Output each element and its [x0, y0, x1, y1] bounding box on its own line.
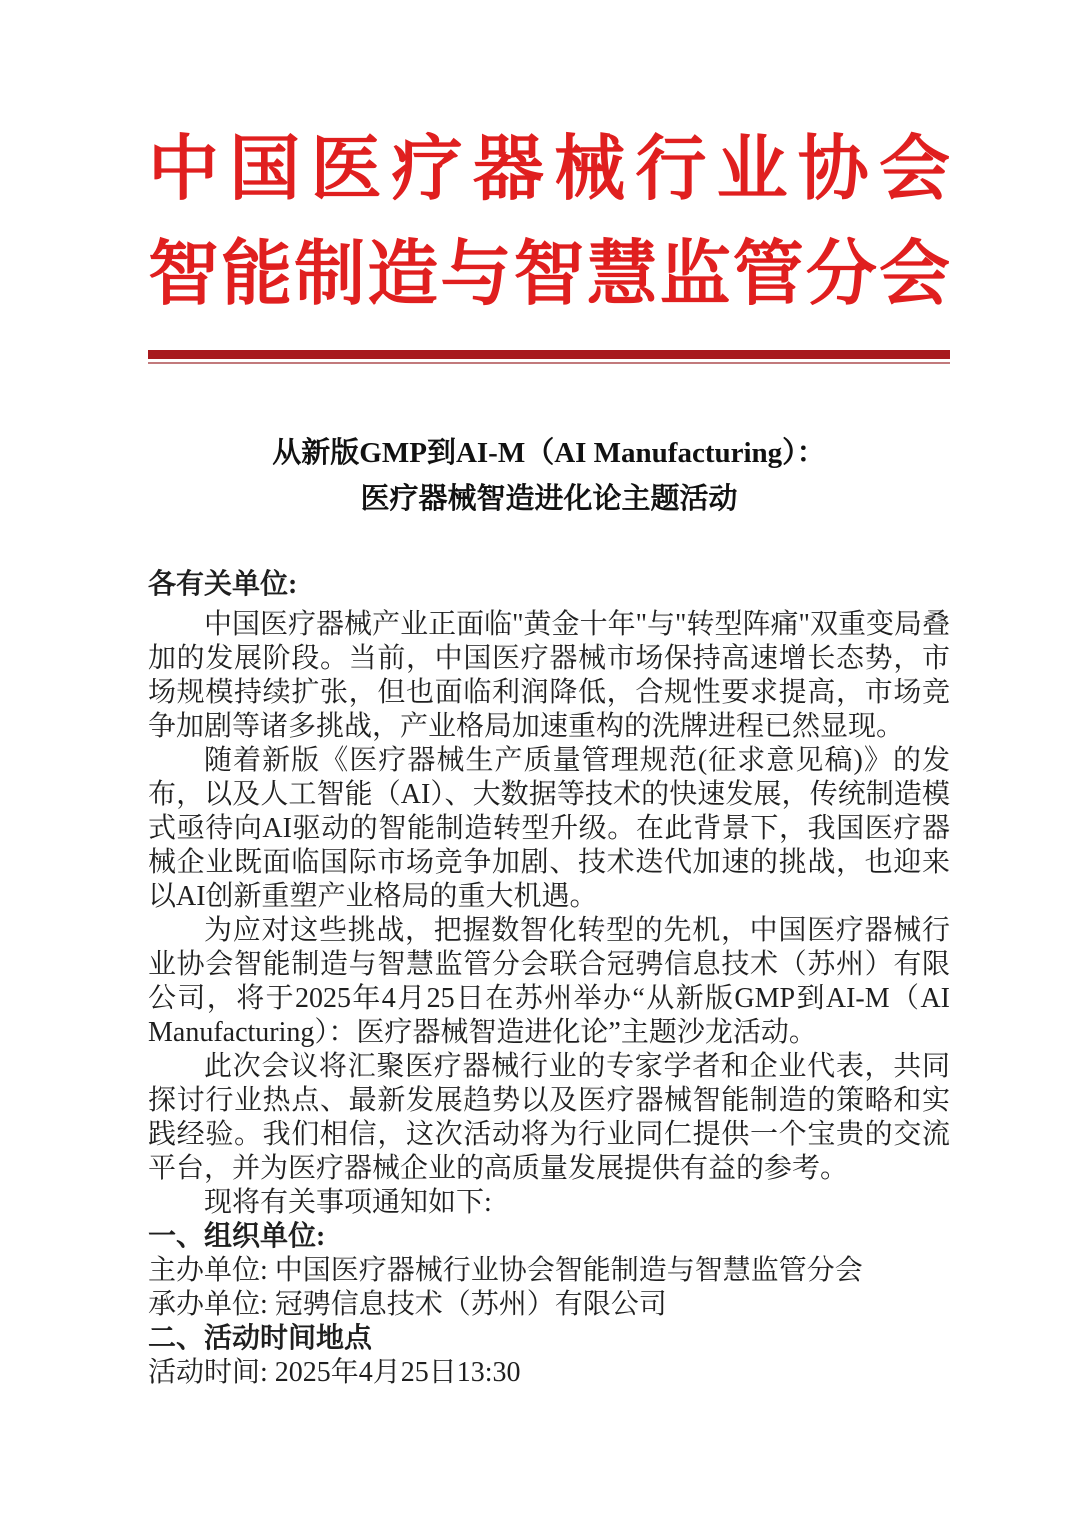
- paragraph-event-announcement: 为应对这些挑战，把握数智化转型的先机，中国医疗器械行业协会智能制造与智慧监管分会联合冠骋信息技术（苏州）有限公司，将于2025年4月25日在苏州举办“从新版GMP到AI-M（AI Manufacturing）：医疗器械智造进化论”主题沙龙活动。: [148, 915, 950, 1048]
- letterhead: [148, 118, 950, 364]
- section-heading-time-place: 二、活动时间地点: [148, 1323, 373, 1354]
- undertaker-unit-line: 承办单位: 冠骋信息技术（苏州）有限公司: [148, 1289, 667, 1320]
- paragraph-notice-intro: 现将有关事项通知如下:: [204, 1187, 492, 1218]
- paragraph-industry-overview: 中国医疗器械产业正面临"黄金十年"与"转型阵痛"双重变局叠加的发展阶段。当前，中国医疗器械市场保持高速增长态势，市场规模持续扩张，但也面临利润降低，合规性要求提高，市场竞争加剧等诸多挑战，产业格局加速重构的洗牌进程已然显现。: [148, 609, 950, 742]
- section-heading-organizers: 一、组织单位:: [148, 1221, 326, 1252]
- letterhead-branch-name: 智能制造与智慧监管分会: [148, 236, 950, 314]
- letterhead-rule: [148, 350, 950, 364]
- paragraph-gmp-ai-background: 随着新版《医疗器械生产质量管理规范(征求意见稿)》的发布，以及人工智能（AI）、大数据等技术的快速发展，传统制造模式亟待向AI驱动的智能制造转型升级。在此背景下，我国医疗器械企业既面临国际市场竞争加剧、技术迭代加速的挑战，也迎来以AI创新重塑产业格局的重大机遇。: [148, 745, 950, 912]
- letterhead-rule-thin-line: [148, 362, 950, 364]
- event-time-line: 活动时间: 2025年4月25日13:30: [148, 1357, 521, 1388]
- document-title-line2: 医疗器械智造进化论主题活动: [360, 483, 738, 515]
- letterhead-rule-thick-line: [148, 350, 950, 359]
- salutation: 各有关单位:: [148, 569, 298, 600]
- document-body: [148, 568, 950, 1390]
- host-unit-line: 主办单位: 中国医疗器械行业协会智能制造与智慧监管分会: [148, 1255, 863, 1286]
- document-title-line1: 从新版GMP到AI-M（AI Manufacturing）：: [272, 437, 826, 469]
- document-title: [148, 430, 950, 522]
- letterhead-org-name: 中国医疗器械行业协会: [148, 131, 950, 209]
- paragraph-event-purpose: 此次会议将汇聚医疗器械行业的专家学者和企业代表，共同探讨行业热点、最新发展趋势以及医疗器械智能制造的策略和实践经验。我们相信，这次活动将为行业同仁提供一个宝贵的交流平台，并为医疗器械企业的高质量发展提供有益的参考。: [148, 1051, 950, 1184]
